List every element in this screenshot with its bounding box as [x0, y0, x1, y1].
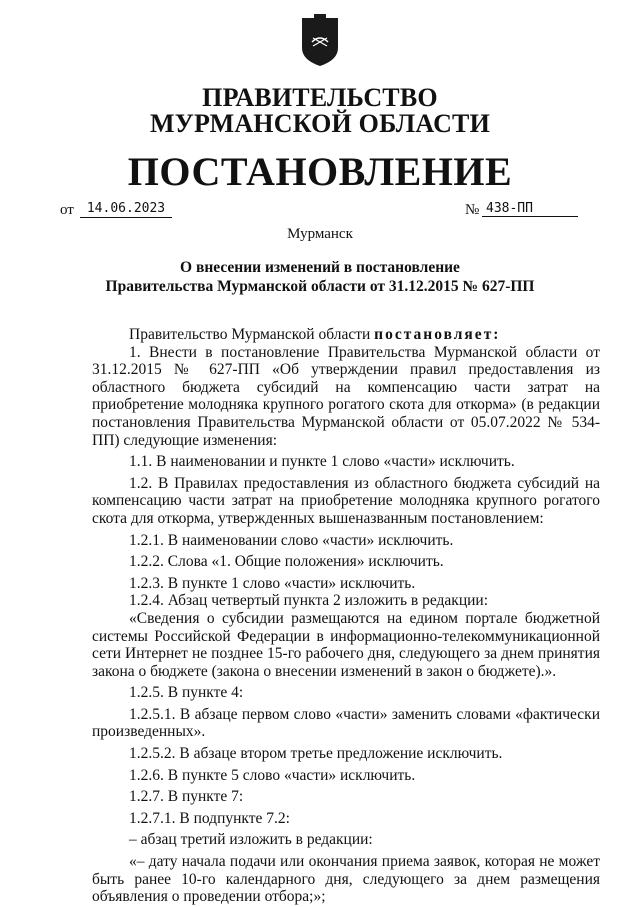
paragraph-1-2-5-2: 1.2.5.2. В абзаце втором третье предложение исключить. — [129, 745, 503, 763]
paragraph-1-2-7: 1.2.7. В пункте 7: — [129, 788, 244, 806]
intro-paragraph — [92, 326, 600, 344]
paragraph-1-2-2: 1.2.2. Слова «1. Общие положения» исключить. — [129, 553, 444, 571]
paragraph-1-2-6: 1.2.6. В пункте 5 слово «части» исключить. — [129, 766, 416, 784]
paragraph-quote-1: «Сведения о субсидии размещаются на едином портале бюджетной системы Российской Федерации в информационно-телекоммуникационной сети Интернет не позднее 15-го рабочего дня, следующего за днем принятия закона о бюджете (закона о внесении изменений в закон о бюджете).». — [92, 609, 600, 680]
date-prefix: от — [60, 202, 74, 218]
document-body — [92, 326, 600, 906]
document-date: 14.06.2023 — [80, 201, 172, 218]
paragraph-1-2-5: 1.2.5. В пункте 4: — [129, 684, 244, 702]
intro-text: Правительство Мурманской области — [129, 326, 375, 343]
paragraph-dash: – абзац третий изложить в редакции: — [129, 831, 373, 849]
subject-line1: О внесении изменений в постановление — [180, 259, 460, 276]
paragraph-1-2-4: 1.2.4. Абзац четвертый пункта 2 изложить в редакции: — [129, 592, 489, 610]
paragraph-1-2-1: 1.2.1. В наименовании слово «части» исключить. — [129, 531, 454, 549]
paragraph-1-2-7-1: 1.2.7.1. В подпункте 7.2: — [129, 809, 290, 827]
government-title-line2: МУРМАНСКОЙ ОБЛАСТИ — [149, 109, 491, 138]
city-name: Мурманск — [287, 226, 353, 242]
paragraph-1-1: 1.1. В наименовании и пункте 1 слово «части» исключить. — [129, 453, 515, 471]
coat-of-arms-emblem — [300, 14, 340, 66]
paragraph-1-2: 1.2. В Правилах предоставления из областного бюджета субсидий на компенсацию части затрат на приобретение молодняка крупного рогатого скота для откорма, утвержденных вышеназванным постановлением: — [92, 474, 600, 527]
paragraph-quote-2: «– дату начала подачи или окончания приема заявок, которая не может быть ранее 10-го календарного дня, следующего за днем размещения объявления о проведении отбора;»; — [92, 853, 600, 906]
intro-resolves: постановляет: — [374, 326, 501, 343]
document-type-title: ПОСТАНОВЛЕНИЕ — [127, 149, 513, 194]
government-title-line1: ПРАВИТЕЛЬСТВО — [202, 83, 438, 112]
number-prefix: № — [465, 202, 480, 218]
paragraph-1-2-3: 1.2.3. В пункте 1 слово «части» исключить. — [129, 574, 416, 592]
document-number: 438-ПП — [482, 201, 578, 217]
paragraph-1: 1. Внести в постановление Правительства Мурманской области от 31.12.2015 № 627-ПП «Об утверждении правил предоставления из областного бюджета субсидий на компенсацию части затрат на приобретение молодняка крупного рогатого скота для откорма» (в редакции постановления Правительства Мурманской области от 05.07.2022 № 534-ПП) следующие изменения: — [92, 343, 600, 449]
subject-line2: Правительства Мурманской области от 31.12.2015 № 627-ПП — [105, 278, 535, 295]
paragraph-1-2-5-1: 1.2.5.1. В абзаце первом слово «части» заменить словами «фактически произведенных». — [92, 705, 600, 741]
